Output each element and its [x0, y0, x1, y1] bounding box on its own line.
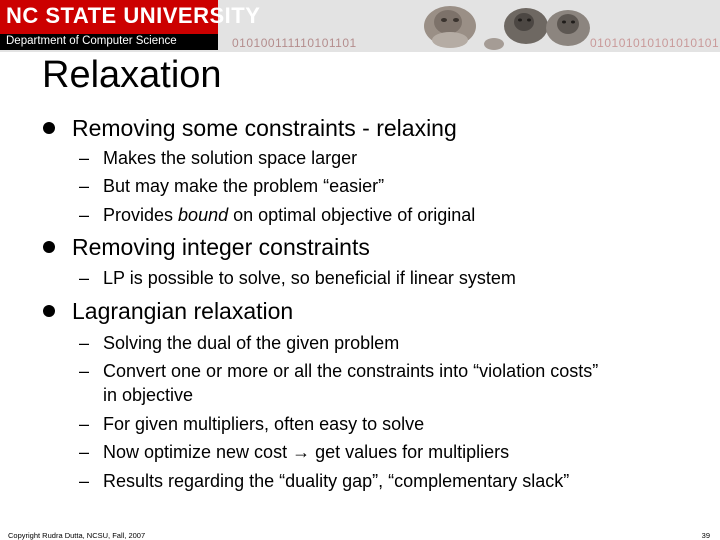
bullet-item: Lagrangian relaxation: [72, 298, 294, 324]
sub-bullet-dash: –: [79, 205, 90, 225]
page-number: 39: [701, 531, 710, 540]
footer-copyright: Copyright Rudra Dutta, NCSU, Fall, 2007: [8, 531, 146, 540]
binary-decoration-right: 010101010101010101: [590, 36, 720, 50]
header-banner: [0, 0, 720, 52]
sub-bullet-dash: –: [79, 442, 90, 462]
sub-bullet-dash: –: [79, 414, 90, 434]
bullet-dot: [43, 305, 55, 317]
sub-bullet-item: But may make the problem “easier”: [103, 176, 385, 196]
university-name: NC STATE UNIVERSITY: [6, 3, 261, 28]
sub-bullet-item: [103, 204, 475, 226]
sub-bullet-dash: –: [79, 176, 90, 196]
sub-bullet-dash: –: [79, 333, 90, 353]
sub-bullet-item: Results regarding the “duality gap”, “complementary slack”: [103, 471, 570, 491]
sub-bullet-dash: –: [79, 148, 90, 168]
wolf-mascot-image: [418, 2, 608, 52]
bullet-dot: [43, 122, 55, 134]
department-name: Department of Computer Science: [6, 35, 177, 47]
sub-bullet-text: Provides: [103, 205, 179, 225]
bullet-dot: [43, 241, 55, 253]
bullet-item: Removing integer constraints: [72, 234, 370, 260]
sub-bullet-text: on optimal objective of original: [228, 205, 476, 225]
sub-bullet-item: Convert one or more or all the constraints into “violation costs”: [103, 361, 599, 381]
sub-bullet-item: For given multipliers, often easy to solve: [103, 414, 425, 434]
binary-decoration-left: 010100111110101101: [232, 36, 357, 50]
sub-bullet-item: Now optimize new cost → get values for multipliers: [103, 442, 510, 462]
emphasis-text: bound: [178, 205, 229, 225]
sub-bullet-dash: –: [79, 361, 90, 381]
sub-bullet-item: Makes the solution space larger: [103, 148, 358, 168]
slide-title: Relaxation: [42, 54, 222, 96]
sub-bullet-dash: –: [79, 471, 90, 491]
sub-bullet-continuation: in objective: [103, 385, 194, 405]
bullet-item: Removing some constraints - relaxing: [72, 115, 457, 141]
sub-bullet-item: Solving the dual of the given problem: [103, 333, 400, 353]
sub-bullet-dash: –: [79, 268, 90, 288]
sub-bullet-item: LP is possible to solve, so beneficial if linear system: [103, 268, 516, 288]
